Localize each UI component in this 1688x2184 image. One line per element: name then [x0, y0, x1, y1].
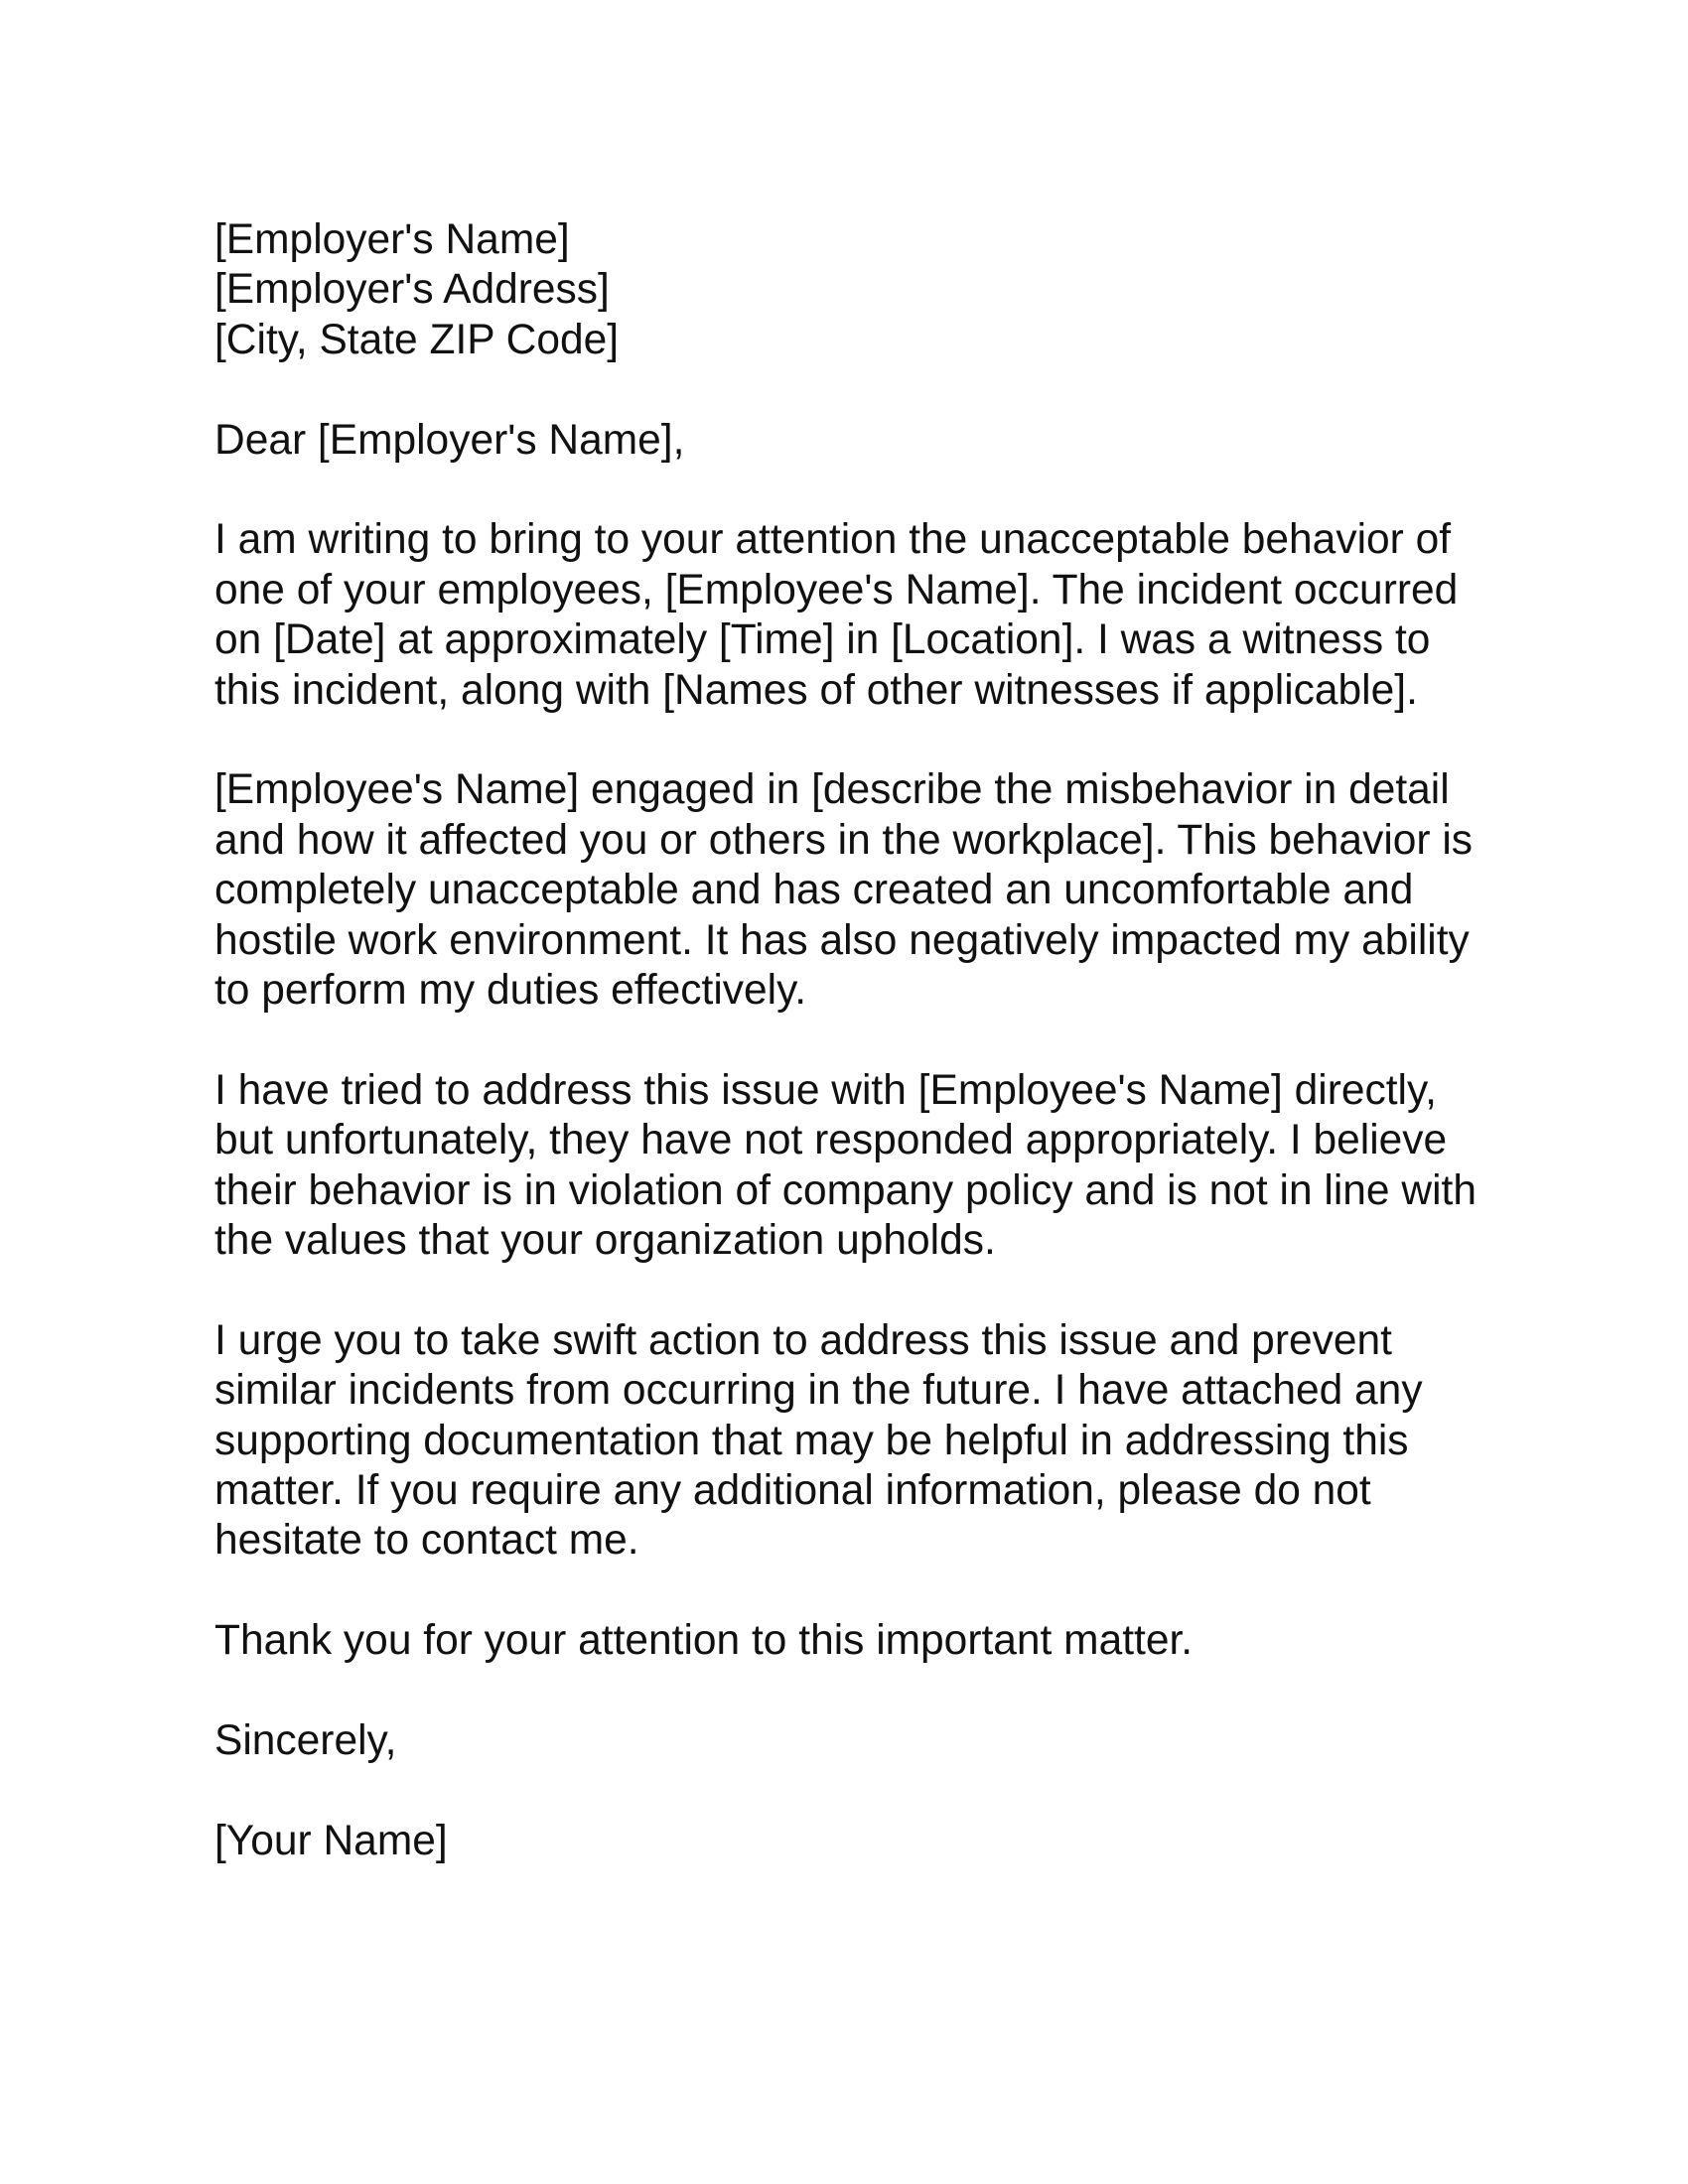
paragraph-4 — [214, 1316, 1545, 1567]
paragraph-line: but unfortunately, they have not responded appropriately. I believe — [214, 1117, 1448, 1164]
recipient-block — [214, 215, 1545, 365]
recipient-name: [Employer's Name] — [214, 216, 570, 263]
signature-name: [Your Name] — [214, 1817, 448, 1864]
paragraph-line: completely unacceptable and has created an uncomfortable and — [214, 867, 1414, 914]
paragraph-line: similar incidents from occurring in the future. I have attached any — [214, 1367, 1423, 1415]
letter-body — [214, 215, 1545, 1866]
closing-note-text: Thank you for your attention to this important matter. — [214, 1617, 1194, 1665]
paragraph-line: and how it affected you or others in the workplace]. This behavior is — [214, 816, 1474, 864]
salutation-text: Dear [Employer's Name], — [214, 416, 685, 464]
paragraph-line: one of your employees, [Employee's Name]. The incident occurred — [214, 566, 1459, 614]
paragraph-line: supporting documentation that may be helpful in addressing this — [214, 1417, 1409, 1464]
sign-off-text: Sincerely, — [214, 1717, 397, 1765]
paragraph-line: hostile work environment. It has also negatively impacted my ability — [214, 916, 1470, 964]
paragraph-line: the values that your organization upholds. — [214, 1217, 996, 1265]
paragraph-line: to perform my duties effectively. — [214, 967, 807, 1015]
paragraph-line: on [Date] at approximately [Time] in [Location]. I was a witness to — [214, 616, 1431, 664]
recipient-address: [Employer's Address] — [214, 266, 610, 314]
paragraph-line: their behavior is in violation of company policy and is not in line with — [214, 1166, 1477, 1214]
closing-note — [214, 1616, 1545, 1666]
paragraph-line: matter. If you require any additional information, please do not — [214, 1467, 1371, 1515]
paragraph-3 — [214, 1066, 1545, 1267]
paragraph-line: I am writing to bring to your attention the unacceptable behavior of — [214, 516, 1452, 564]
paragraph-2 — [214, 765, 1545, 1016]
paragraph-line: I urge you to take swift action to address this issue and prevent — [214, 1316, 1392, 1364]
paragraph-1 — [214, 515, 1545, 716]
paragraph-line: I have tried to address this issue with [Employee's Name] directly, — [214, 1066, 1437, 1114]
paragraph-line: [Employee's Name] engaged in [describe the misbehavior in detail — [214, 766, 1450, 814]
recipient-city-state-zip: [City, State ZIP Code] — [214, 316, 620, 363]
signature — [214, 1817, 1545, 1866]
paragraph-line: this incident, along with [Names of other witnesses if applicable]. — [214, 666, 1418, 714]
salutation — [214, 416, 1545, 466]
sign-off — [214, 1716, 1545, 1766]
paragraph-line: hesitate to contact me. — [214, 1517, 639, 1565]
